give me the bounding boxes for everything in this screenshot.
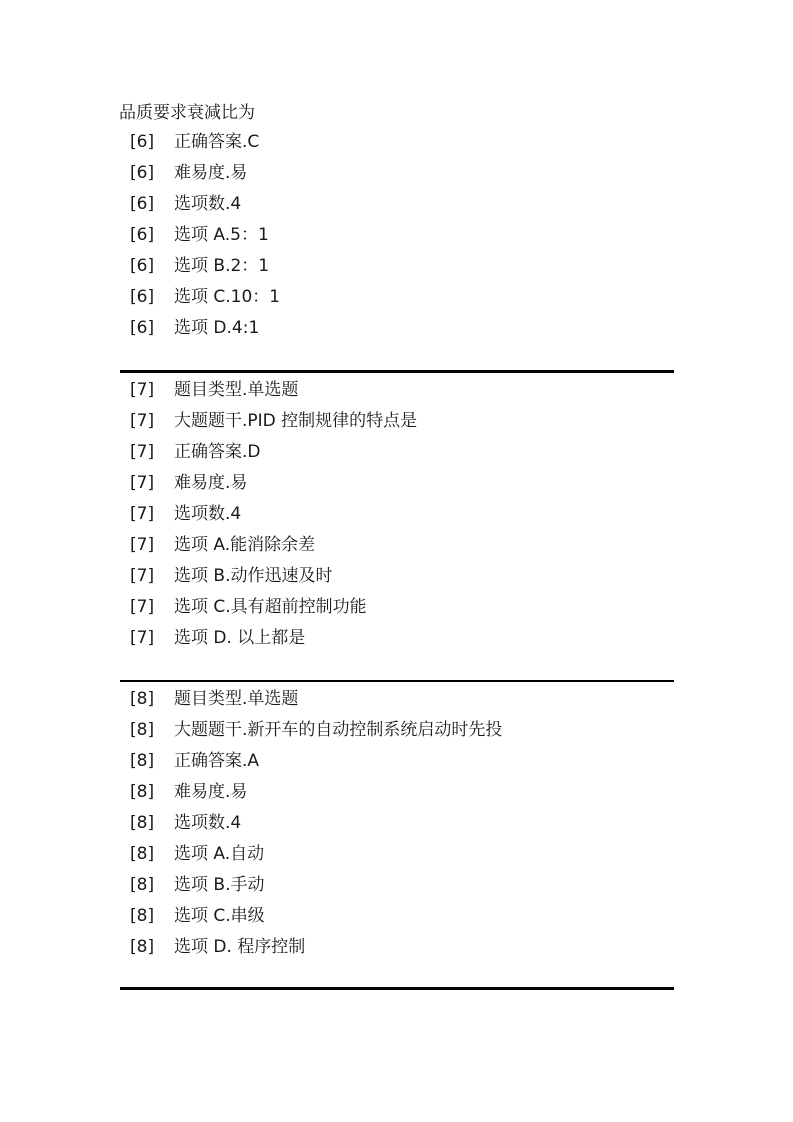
- list-item: [130, 130, 259, 154]
- item-text: 选项 A.能消除余差: [174, 535, 316, 555]
- list-item: [130, 595, 367, 619]
- item-text: 正确答案.C: [174, 132, 260, 152]
- item-number: [6]: [130, 132, 155, 152]
- list-item: [130, 502, 241, 526]
- list-item: [130, 904, 265, 928]
- item-number: [8]: [130, 689, 155, 709]
- item-number: [6]: [130, 256, 155, 276]
- list-item: [130, 842, 264, 866]
- list-item: [130, 749, 259, 773]
- list-item: [130, 192, 241, 216]
- item-number: [7]: [130, 535, 155, 555]
- item-number: [7]: [130, 628, 155, 648]
- list-item: [130, 873, 264, 897]
- list-item: [130, 254, 269, 278]
- item-text: 选项 D. 以上都是: [174, 628, 306, 648]
- item-number: [8]: [130, 751, 155, 771]
- intro-line: 品质要求衰减比为: [119, 103, 255, 123]
- item-number: [6]: [130, 194, 155, 214]
- list-item: [130, 471, 247, 495]
- section-divider: [120, 680, 674, 682]
- item-text: 选项 C.10：1: [174, 287, 281, 307]
- item-number: [6]: [130, 287, 155, 307]
- item-number: [7]: [130, 411, 155, 431]
- section-divider: [120, 370, 674, 373]
- item-text: 选项数.4: [174, 194, 242, 214]
- list-item: [130, 533, 315, 557]
- item-number: [7]: [130, 504, 155, 524]
- list-item: [130, 935, 305, 959]
- item-number: [8]: [130, 937, 155, 957]
- list-item: [130, 409, 417, 433]
- item-text: 正确答案.D: [174, 442, 261, 462]
- list-item: [130, 378, 298, 402]
- item-text: 难易度.易: [174, 782, 248, 802]
- item-number: [7]: [130, 597, 155, 617]
- list-item: [130, 564, 332, 588]
- item-number: [7]: [130, 380, 155, 400]
- list-item: [130, 161, 247, 185]
- item-text: 题目类型.单选题: [174, 689, 299, 709]
- item-text: 选项 C.串级: [174, 906, 265, 926]
- item-text: 正确答案.A: [174, 751, 260, 771]
- item-text: 选项 B.2：1: [174, 256, 270, 276]
- item-text: 选项 B.动作迅速及时: [174, 566, 333, 586]
- list-item: [130, 687, 298, 711]
- section-divider: [120, 987, 674, 990]
- item-number: [6]: [130, 225, 155, 245]
- item-text: 选项数.4: [174, 813, 242, 833]
- item-number: [7]: [130, 566, 155, 586]
- item-text: 选项 C.具有超前控制功能: [174, 597, 367, 617]
- item-number: [6]: [130, 163, 155, 183]
- item-text: 题目类型.单选题: [174, 380, 299, 400]
- item-number: [8]: [130, 782, 155, 802]
- item-text: 难易度.易: [174, 473, 248, 493]
- list-item: [130, 285, 280, 309]
- item-text: 选项数.4: [174, 504, 242, 524]
- item-text: 选项 D.4:1: [174, 318, 260, 338]
- list-item: [130, 626, 305, 650]
- item-number: [8]: [130, 906, 155, 926]
- list-item: [130, 780, 247, 804]
- item-number: [8]: [130, 844, 155, 864]
- item-number: [6]: [130, 318, 155, 338]
- item-text: 选项 A.5：1: [174, 225, 269, 245]
- item-number: [7]: [130, 442, 155, 462]
- list-item: [130, 440, 261, 464]
- item-text: 大题题干.PID 控制规律的特点是: [174, 411, 418, 431]
- item-text: 选项 A.自动: [174, 844, 265, 864]
- list-item: [130, 811, 241, 835]
- item-text: 难易度.易: [174, 163, 248, 183]
- list-item: [130, 718, 502, 742]
- list-item: [130, 316, 259, 340]
- list-item: [130, 223, 269, 247]
- item-number: [7]: [130, 473, 155, 493]
- item-number: [8]: [130, 720, 155, 740]
- item-number: [8]: [130, 875, 155, 895]
- item-number: [8]: [130, 813, 155, 833]
- item-text: 选项 B.手动: [174, 875, 265, 895]
- item-text: 选项 D. 程序控制: [174, 937, 306, 957]
- item-text: 大题题干.新开车的自动控制系统启动时先投: [174, 720, 503, 740]
